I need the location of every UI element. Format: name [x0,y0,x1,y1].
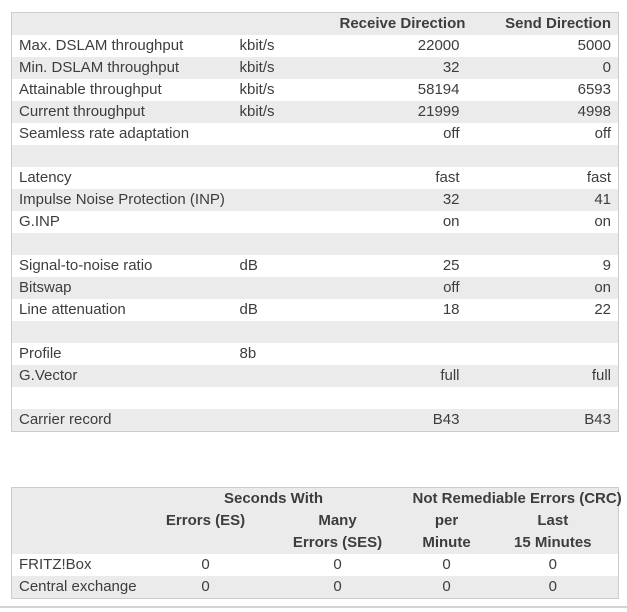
column-header-per-minute: per Minute [422,512,471,551]
errors-ses-value: 0 [333,578,342,595]
send-value: 6593 [577,81,611,98]
send-value: 22 [594,301,611,318]
row-unit [233,167,333,189]
table-row [12,211,619,233]
spacer-row [12,233,619,255]
row-unit [233,123,333,145]
row-label: Current throughput [19,103,145,120]
group-header-crc: Not Remediable Errors (CRC) [412,490,622,507]
send-value: B43 [584,411,611,428]
receive-value: fast [435,169,460,186]
row-unit [233,211,333,233]
group-header-seconds-with: Seconds With [223,490,324,507]
column-header-many-errors-ses: Many Errors (SES) [292,512,383,551]
row-label: Latency [19,169,72,186]
spacer-row [12,321,619,343]
receive-value [333,343,467,365]
table-row [12,189,619,211]
receive-value: 32 [442,191,460,208]
table-row [12,277,619,299]
receive-value: B43 [432,411,460,428]
row-unit [233,277,333,299]
errors-ses-value: 0 [333,556,342,573]
row-unit [233,189,333,211]
send-value: on [594,213,611,230]
column-header-last-15-minutes: Last 15 Minutes [514,512,592,551]
send-value: on [594,279,611,296]
row-label [12,145,233,167]
send-value: full [591,367,611,384]
crc-per-minute-value: 0 [442,556,451,573]
error-table-group-header-row [12,488,619,511]
column-header-send-direction: Send Direction [505,15,611,32]
dsl-table-header-row [12,13,619,36]
send-value: 9 [602,257,611,274]
column-header-errors-es: Errors (ES) [165,512,246,529]
row-label: Central exchange [19,578,137,595]
errors-es-value: 0 [201,578,210,595]
row-label: Profile [19,345,62,362]
header-spacer [12,13,233,36]
row-unit: kbit/s [239,37,275,54]
column-header-receive-direction: Receive Direction [339,15,466,32]
crc-last-15-minutes-value: 0 [548,556,557,573]
receive-value: on [442,213,460,230]
receive-value [333,321,467,343]
table-row [12,343,619,365]
row-label: Line attenuation [19,301,126,318]
receive-value: off [443,125,460,142]
table-row [12,101,619,123]
spacer-row [12,145,619,167]
row-label: G.INP [19,213,60,230]
row-unit: kbit/s [239,81,275,98]
row-label: Attainable throughput [19,81,162,98]
spacer-row [12,387,619,409]
row-label: Signal-to-noise ratio [19,257,153,274]
table-row [12,299,619,321]
header-spacer [233,13,333,36]
receive-value: off [443,279,460,296]
send-value [467,233,619,255]
error-counters-table [11,487,622,599]
send-value: 4998 [577,103,611,120]
row-label: Min. DSLAM throughput [19,59,180,76]
receive-value: 25 [442,257,460,274]
table-row [12,255,619,277]
row-unit: dB [239,257,258,274]
send-value: 5000 [577,37,611,54]
receive-value: 58194 [417,81,460,98]
row-label: FRITZ!Box [19,556,92,573]
row-unit: dB [239,301,258,318]
receive-value: 22000 [417,37,460,54]
send-value: off [594,125,611,142]
row-unit: kbit/s [239,59,275,76]
row-label: G.Vector [19,367,78,384]
table-row [12,57,619,79]
send-value [467,145,619,167]
table-row [12,576,619,599]
section-divider [0,606,627,608]
errors-es-value: 0 [201,556,210,573]
header-spacer [12,488,142,511]
row-label [12,387,233,409]
send-value [467,321,619,343]
receive-value: full [440,367,460,384]
row-label: Carrier record [19,411,112,428]
row-unit [233,365,333,387]
crc-last-15-minutes-value: 0 [548,578,557,595]
crc-per-minute-value: 0 [442,578,451,595]
table-row [12,365,619,387]
error-table-column-header-row [12,510,619,554]
receive-value [333,145,467,167]
row-label [12,321,233,343]
row-label: Impulse Noise Protection (INP) [19,191,225,208]
receive-value: 21999 [417,103,460,120]
row-label: Seamless rate adaptation [19,125,190,142]
row-unit [233,233,333,255]
table-row [12,167,619,189]
row-label: Bitswap [19,279,72,296]
table-row [12,123,619,145]
row-unit: kbit/s [239,103,275,120]
row-unit: 8b [239,345,257,362]
receive-value [333,387,467,409]
row-label: Max. DSLAM throughput [19,37,184,54]
send-value: 41 [594,191,611,208]
send-value [467,343,619,365]
send-value: 0 [602,59,611,76]
row-label [12,233,233,255]
dsl-stats-table [11,12,619,432]
table-row [12,79,619,101]
row-unit [233,409,333,432]
table-row [12,35,619,57]
table-row [12,409,619,432]
table-row [12,554,619,576]
send-value [467,387,619,409]
header-spacer [12,510,142,554]
row-unit [233,321,333,343]
receive-value: 32 [442,59,460,76]
receive-value: 18 [442,301,460,318]
row-unit [233,145,333,167]
receive-value [333,233,467,255]
send-value: fast [586,169,611,186]
row-unit [233,387,333,409]
